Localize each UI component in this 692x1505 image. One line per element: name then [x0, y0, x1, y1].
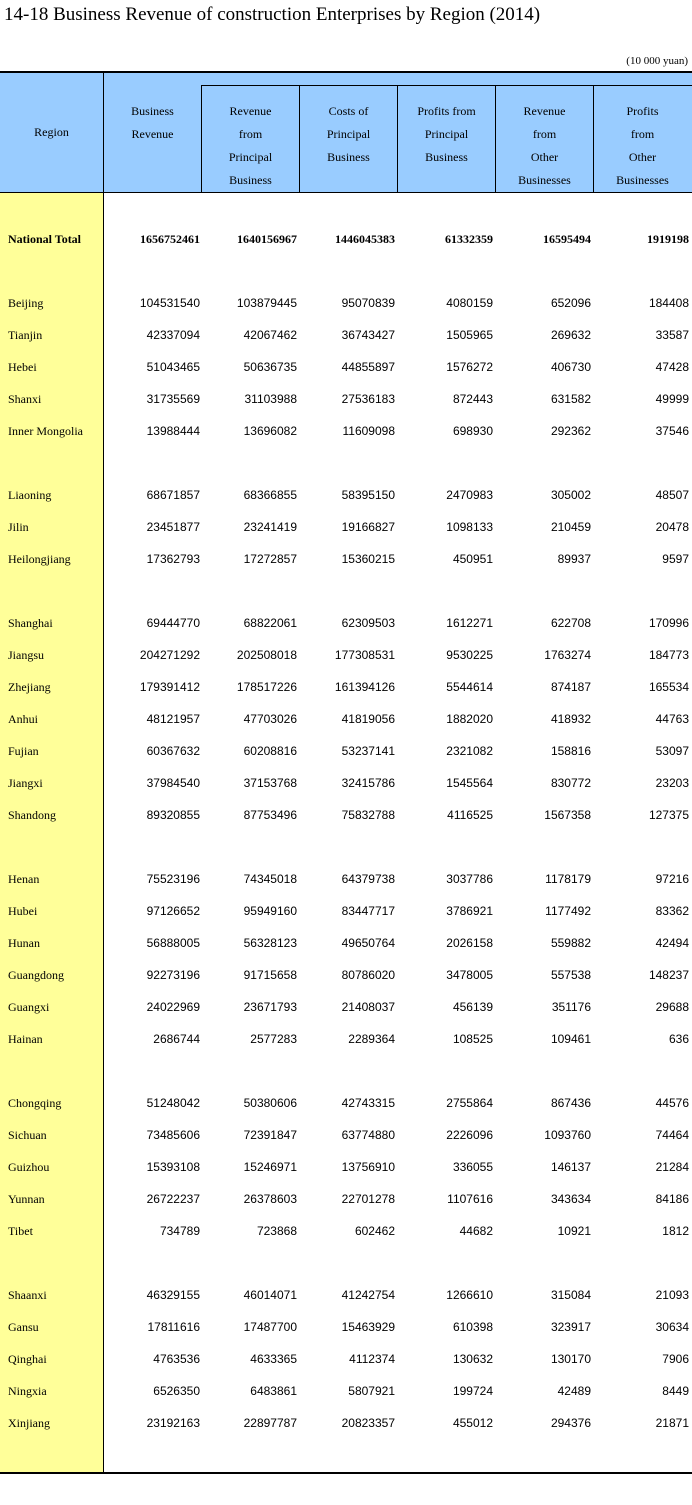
table-cell: 148237: [648, 968, 689, 982]
table-cell: 49999: [655, 392, 689, 406]
table-cell: 44763: [655, 712, 689, 726]
table-cell: 49650764: [341, 936, 395, 950]
table-cell: 17811616: [147, 1320, 200, 1334]
table-cell: 13988444: [146, 424, 200, 438]
table-cell: 37153768: [243, 776, 297, 790]
table-cell: 1612271: [446, 616, 493, 630]
table-cell: 323917: [550, 1320, 591, 1334]
table-cell: 2321082: [446, 744, 493, 758]
header-revenue-other: [496, 100, 593, 192]
table-cell: 29688: [655, 1000, 689, 1014]
table-cell: 199724: [452, 1384, 493, 1398]
table-cell: 21408037: [341, 1000, 395, 1014]
header-line: Revenue: [131, 127, 174, 141]
table-cell: 15246971: [243, 1160, 297, 1174]
table-cell: 75523196: [146, 872, 200, 886]
subheader-rule: [201, 85, 692, 86]
table-cell: 16595494: [543, 232, 591, 246]
table-cell: 27536183: [341, 392, 395, 406]
header-line: Revenue: [523, 104, 566, 118]
table-cell: 30634: [655, 1320, 689, 1334]
table-cell: 17362793: [146, 552, 200, 566]
table-cell: 178517226: [236, 680, 297, 694]
table-cell: 4112374: [349, 1352, 395, 1366]
table-cell: 210459: [550, 520, 591, 534]
table-cell: 83447717: [341, 904, 395, 918]
table-cell: 33587: [655, 328, 689, 342]
header-line: Other: [628, 150, 657, 164]
region-name: Hainan: [8, 1032, 43, 1046]
table-cell: 184408: [648, 296, 689, 310]
table-cell: 874187: [550, 680, 591, 694]
region-name: Jiangxi: [8, 776, 43, 790]
region-name: Sichuan: [8, 1128, 47, 1142]
table-cell: 37984540: [146, 776, 200, 790]
table-cell: 48507: [655, 488, 689, 502]
header-profits-other: [594, 100, 691, 192]
region-name: Liaoning: [8, 488, 52, 502]
table-cell: 20823357: [341, 1416, 395, 1430]
header-line: Revenue: [229, 104, 272, 118]
table-cell: 698930: [452, 424, 493, 438]
table-cell: 72391847: [243, 1128, 297, 1142]
table-cell: 60208816: [243, 744, 297, 758]
table-cell: 92273196: [146, 968, 200, 982]
table-cell: 631582: [550, 392, 591, 406]
table-cell: 1093760: [544, 1128, 591, 1142]
region-name: Yunnan: [8, 1192, 45, 1206]
region-name: Tibet: [8, 1224, 33, 1238]
table-cell: 130632: [452, 1352, 493, 1366]
table-cell: 13756910: [341, 1160, 395, 1174]
table-cell: 336055: [452, 1160, 493, 1174]
table-cell: 2686744: [153, 1032, 200, 1046]
table-cell: 84186: [655, 1192, 689, 1206]
table-cell: 50380606: [243, 1096, 297, 1110]
table-cell: 418932: [550, 712, 591, 726]
table-cell: 31103988: [244, 392, 297, 406]
region-name: Hebei: [8, 360, 37, 374]
table-cell: 1098133: [446, 520, 493, 534]
header-line: from: [630, 127, 655, 141]
table-cell: 343634: [550, 1192, 591, 1206]
table-cell: 22897787: [243, 1416, 297, 1430]
table-cell: 108525: [452, 1032, 493, 1046]
region-name: Jiangsu: [8, 648, 44, 662]
table-cell: 1640156967: [237, 232, 297, 246]
table-cell: 23451877: [146, 520, 200, 534]
table-cell: 315084: [550, 1288, 591, 1302]
table-cell: 73485606: [146, 1128, 200, 1142]
table-cell: 87753496: [243, 808, 297, 822]
table-cell: 1882020: [446, 712, 493, 726]
table-cell: 32415786: [341, 776, 395, 790]
header-line: Profits: [626, 104, 659, 118]
table-cell: 75832788: [341, 808, 395, 822]
table-cell: 1107616: [447, 1192, 493, 1206]
region-name: Guangdong: [8, 968, 64, 982]
table-cell: 146137: [550, 1160, 591, 1174]
table-cell: 292362: [550, 424, 591, 438]
table-cell: 2755864: [446, 1096, 493, 1110]
table-cell: 89937: [557, 552, 591, 566]
table-cell: 3786921: [446, 904, 493, 918]
table-cell: 17272857: [243, 552, 297, 566]
table-cell: 7906: [662, 1352, 689, 1366]
table-cell: 53237141: [341, 744, 395, 758]
table-cell: 26378603: [243, 1192, 297, 1206]
table-cell: 6483861: [250, 1384, 297, 1398]
table-cell: 202508018: [236, 648, 297, 662]
table-cell: 24022969: [146, 1000, 200, 1014]
table-cell: 68366855: [243, 488, 297, 502]
region-name: Zhejiang: [8, 680, 51, 694]
region-name: Guangxi: [8, 1000, 50, 1014]
table-cell: 2289364: [348, 1032, 395, 1046]
table-cell: 1576272: [446, 360, 493, 374]
region-name: Inner Mongolia: [8, 424, 83, 438]
table-cell: 58395150: [341, 488, 395, 502]
table-cell: 74345018: [243, 872, 297, 886]
header-line: Businesses: [518, 173, 571, 187]
table-cell: 42067462: [243, 328, 297, 342]
table-cell: 170996: [648, 616, 689, 630]
table-cell: 68822061: [243, 616, 297, 630]
table-cell: 41819056: [341, 712, 395, 726]
table-cell: 184773: [648, 648, 689, 662]
header-business-revenue: [104, 100, 201, 146]
table-cell: 830772: [550, 776, 591, 790]
table-cell: 63774880: [341, 1128, 395, 1142]
table-cell: 1656752461: [140, 232, 200, 246]
header-line: Business: [327, 150, 370, 164]
table-cell: 1545564: [446, 776, 493, 790]
table-cell: 51248042: [146, 1096, 200, 1110]
table-cell: 158816: [550, 744, 591, 758]
table-cell: 2470983: [446, 488, 493, 502]
table-cell: 80786020: [341, 968, 395, 982]
region-name: Shanghai: [8, 616, 53, 630]
table-cell: 50636735: [243, 360, 297, 374]
table-cell: 109461: [550, 1032, 591, 1046]
table-cell: 15463929: [341, 1320, 395, 1334]
table-cell: 95949160: [243, 904, 297, 918]
table-cell: 62309503: [341, 616, 395, 630]
table-cell: 2226096: [446, 1128, 493, 1142]
region-name: Hubei: [8, 904, 38, 918]
header-revenue-principal: [202, 100, 299, 192]
table-cell: 204271292: [139, 648, 200, 662]
region-name: Fujian: [8, 744, 39, 758]
table-cell: 97216: [655, 872, 689, 886]
table-cell: 559882: [550, 936, 591, 950]
table-cell: 4116525: [447, 808, 493, 822]
table-cell: 17487700: [243, 1320, 297, 1334]
table-cell: 42337094: [146, 328, 200, 342]
header-line: Business: [131, 104, 174, 118]
table-cell: 1178179: [545, 872, 591, 886]
header-line: Business: [229, 173, 272, 187]
table-cell: 95070839: [341, 296, 395, 310]
table-cell: 42489: [557, 1384, 591, 1398]
table-cell: 179391412: [139, 680, 200, 694]
header-line: Profits from: [417, 104, 476, 118]
table-cell: 46014071: [243, 1288, 297, 1302]
table-cell: 83362: [655, 904, 689, 918]
table-cell: 165534: [648, 680, 689, 694]
region-name: Xinjiang: [8, 1416, 50, 1430]
table-cell: 4080159: [446, 296, 493, 310]
table-cell: 56888005: [146, 936, 200, 950]
table-cell: 23671793: [243, 1000, 297, 1014]
table-cell: 1567358: [544, 808, 591, 822]
region-name: Gansu: [8, 1320, 39, 1334]
table-cell: 41242754: [341, 1288, 395, 1302]
table-cell: 44855897: [341, 360, 395, 374]
region-name: Heilongjiang: [8, 552, 71, 566]
header-line: from: [238, 127, 263, 141]
table-cell: 64379738: [341, 872, 395, 886]
table-cell: 97126652: [146, 904, 200, 918]
table-cell: 2026158: [446, 936, 493, 950]
table-cell: 53097: [655, 744, 689, 758]
region-column: [0, 193, 103, 1472]
region-name: Shaanxi: [8, 1288, 47, 1302]
table-title: 14-18 Business Revenue of construction Enterprises by Region (2014): [4, 4, 541, 25]
region-name: Qinghai: [8, 1352, 47, 1366]
header-line: from: [532, 127, 557, 141]
header-region: Region: [34, 125, 69, 139]
table-cell: 2577283: [250, 1032, 297, 1046]
table-cell: 1177492: [545, 904, 591, 918]
table-cell: 652096: [550, 296, 591, 310]
header-line: Principal: [228, 150, 273, 164]
header-line: Business: [425, 150, 468, 164]
table-cell: 42743315: [341, 1096, 395, 1110]
table-cell: 622708: [550, 616, 591, 630]
header-line: Principal: [326, 127, 371, 141]
table-cell: 1763274: [544, 648, 591, 662]
table-cell: 305002: [550, 488, 591, 502]
table-cell: 68671857: [146, 488, 200, 502]
table-cell: 269632: [550, 328, 591, 342]
table-cell: 23192163: [146, 1416, 200, 1430]
table-cell: 1266610: [446, 1288, 493, 1302]
table-cell: 872443: [452, 392, 493, 406]
header-costs-principal: [300, 100, 397, 169]
table-cell: 5807921: [348, 1384, 395, 1398]
table-cell: 13696082: [243, 424, 297, 438]
region-name: Shanxi: [8, 392, 42, 406]
table-cell: 47703026: [243, 712, 297, 726]
unit-label: (10 000 yuan): [626, 55, 688, 67]
table-cell: 9597: [662, 552, 689, 566]
table-cell: 406730: [550, 360, 591, 374]
table-cell: 10921: [557, 1224, 591, 1238]
table-cell: 8449: [662, 1384, 689, 1398]
table-cell: 51043465: [146, 360, 200, 374]
table-cell: 37546: [655, 424, 689, 438]
table-cell: 89320855: [146, 808, 200, 822]
table-cell: 636: [668, 1032, 689, 1046]
table-cell: 867436: [550, 1096, 591, 1110]
table-cell: 5544614: [446, 680, 493, 694]
region-name: Tianjin: [8, 328, 43, 342]
region-name: Jilin: [8, 520, 29, 534]
table-cell: 48121957: [146, 712, 200, 726]
region-name: National Total: [8, 232, 82, 246]
table-cell: 161394126: [334, 680, 395, 694]
region-name: Hunan: [8, 936, 40, 950]
table-cell: 21871: [655, 1416, 689, 1430]
region-name: Guizhou: [8, 1160, 50, 1174]
region-name: Henan: [8, 872, 40, 886]
table-cell: 61332359: [445, 232, 493, 246]
region-name: Chongqing: [8, 1096, 62, 1110]
table-cell: 20478: [655, 520, 689, 534]
region-name: Anhui: [8, 712, 38, 726]
header-line: Costs of: [328, 104, 369, 118]
table-cell: 1812: [662, 1224, 689, 1238]
table-cell: 351176: [551, 1000, 591, 1014]
table-cell: 91715658: [243, 968, 297, 982]
table-cell: 21093: [655, 1288, 689, 1302]
table-cell: 22701278: [341, 1192, 395, 1206]
table-cell: 46329155: [146, 1288, 200, 1302]
table-cell: 734789: [159, 1224, 200, 1238]
table-cell: 450951: [452, 552, 493, 566]
table-cell: 11609098: [342, 424, 395, 438]
table-cell: 602462: [354, 1224, 395, 1238]
table-cell: 26722237: [146, 1192, 200, 1206]
table-cell: 4633365: [250, 1352, 297, 1366]
table-cell: 47428: [655, 360, 689, 374]
header-line: Other: [530, 150, 559, 164]
table-cell: 3478005: [446, 968, 493, 982]
table-cell: 21284: [655, 1160, 689, 1174]
table-cell: 456139: [452, 1000, 493, 1014]
region-name: Beijing: [8, 296, 44, 310]
table-cell: 723868: [256, 1224, 297, 1238]
table-cell: 455012: [452, 1416, 493, 1430]
region-name: Ningxia: [8, 1384, 47, 1398]
table-cell: 23203: [655, 776, 689, 790]
table-cell: 69444770: [146, 616, 200, 630]
table-cell: 42494: [655, 936, 689, 950]
table-cell: 44682: [459, 1224, 493, 1238]
table-cell: 104531540: [139, 296, 200, 310]
table-cell: 56328123: [243, 936, 297, 950]
table-cell: 103879445: [236, 296, 297, 310]
table-cell: 6526350: [153, 1384, 200, 1398]
table-cell: 1919198: [647, 232, 689, 246]
table-cell: 1505965: [446, 328, 493, 342]
header-line: Principal: [424, 127, 469, 141]
table-cell: 15360215: [341, 552, 395, 566]
table-cell: 4763536: [153, 1352, 200, 1366]
table-cell: 294376: [550, 1416, 591, 1430]
table-cell: 3037786: [446, 872, 493, 886]
region-name: Shandong: [8, 808, 56, 822]
region-divider: [103, 73, 104, 1473]
table-cell: 19166827: [341, 520, 395, 534]
table-cell: 74464: [655, 1128, 689, 1142]
table-cell: 15393108: [146, 1160, 200, 1174]
table-cell: 127375: [648, 808, 689, 822]
table-cell: 177308531: [334, 648, 395, 662]
table-cell: 130170: [550, 1352, 591, 1366]
header-profits-principal: [398, 100, 495, 169]
table-cell: 23241419: [243, 520, 297, 534]
header-line: Businesses: [616, 173, 669, 187]
table-cell: 60367632: [146, 744, 200, 758]
table-cell: 31735569: [146, 392, 200, 406]
table-cell: 36743427: [341, 328, 395, 342]
table-cell: 44576: [655, 1096, 689, 1110]
table-cell: 557538: [550, 968, 591, 982]
table-cell: 1446045383: [335, 232, 395, 246]
table-cell: 9530225: [446, 648, 493, 662]
table-cell: 610398: [452, 1320, 493, 1334]
